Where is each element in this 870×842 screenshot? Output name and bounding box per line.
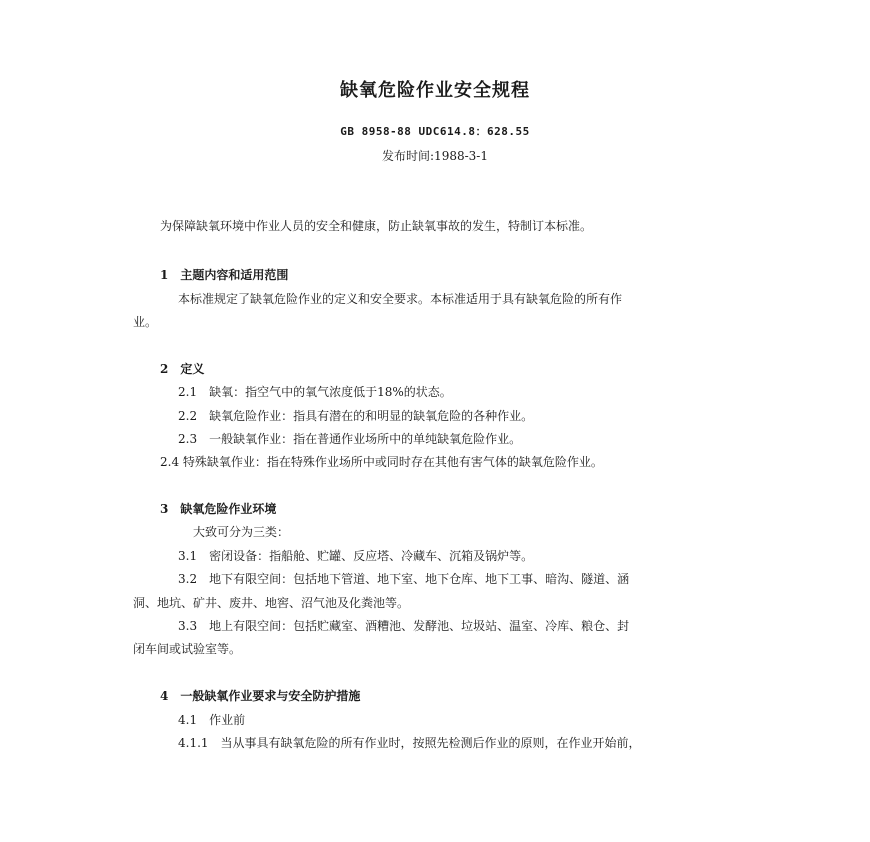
environment-3-1: 3.1 密闭设备：指船舱、贮罐、反应塔、冷藏车、沉箱及锅炉等。 (178, 549, 534, 563)
section-1-heading: 1 主题内容和适用范围 (160, 268, 289, 282)
definition-2-2: 2.2 缺氧危险作业：指具有潜在的和明显的缺氧危险的各种作业。 (178, 409, 534, 423)
definition-2-4: 2.4 特殊缺氧作业：指在特殊作业场所中或同时存在其他有害气体的缺氧危险作业。 (160, 455, 603, 469)
environment-3-2-line-1: 3.2 地下有限空间：包括地下管道、地下室、地下仓库、地下工事、暗沟、隧道、涵 (178, 572, 630, 586)
environment-3-3-line-1: 3.3 地上有限空间：包括贮藏室、酒糟池、发酵池、垃圾站、温室、冷库、粮仓、封 (178, 619, 630, 633)
subsection-4-1: 4.1 作业前 (178, 713, 246, 727)
section-2-heading: 2 定义 (160, 362, 205, 376)
intro-paragraph: 为保障缺氧环境中作业人员的安全和健康，防止缺氧事故的发生，特制订本标准。 (160, 219, 593, 233)
document-title: 缺氧危险作业安全规程 (340, 80, 530, 101)
standard-number: GB 8958-88 UDC614.8：628.55 (340, 125, 530, 138)
publish-date: 发布时间:1988-3-1 (382, 149, 488, 163)
section-4-heading: 4 一般缺氧作业要求与安全防护措施 (160, 689, 361, 703)
definition-2-3: 2.3 一般缺氧作业：指在普通作业场所中的单纯缺氧危险作业。 (178, 432, 522, 446)
environment-3-3-line-2: 闭车间或试验室等。 (133, 642, 242, 656)
environment-3-2-line-2: 洞、地坑、矿井、废井、地窖、沼气池及化粪池等。 (133, 596, 410, 610)
section-1-body-line-1: 本标准规定了缺氧危险作业的定义和安全要求。本标准适用于具有缺氧危险的所有作 (178, 292, 623, 306)
section-3-heading: 3 缺氧危险作业环境 (160, 502, 277, 516)
definition-2-1: 2.1 缺氧：指空气中的氧气浓度低于18%的状态。 (178, 385, 452, 399)
section-3-intro: 大致可分为三类： (193, 525, 290, 539)
section-1-body-line-2: 业。 (133, 315, 158, 329)
clause-4-1-1: 4.1.1 当从事具有缺氧危险的所有作业时，按照先检测后作业的原则，在作业开始前， (178, 736, 641, 750)
